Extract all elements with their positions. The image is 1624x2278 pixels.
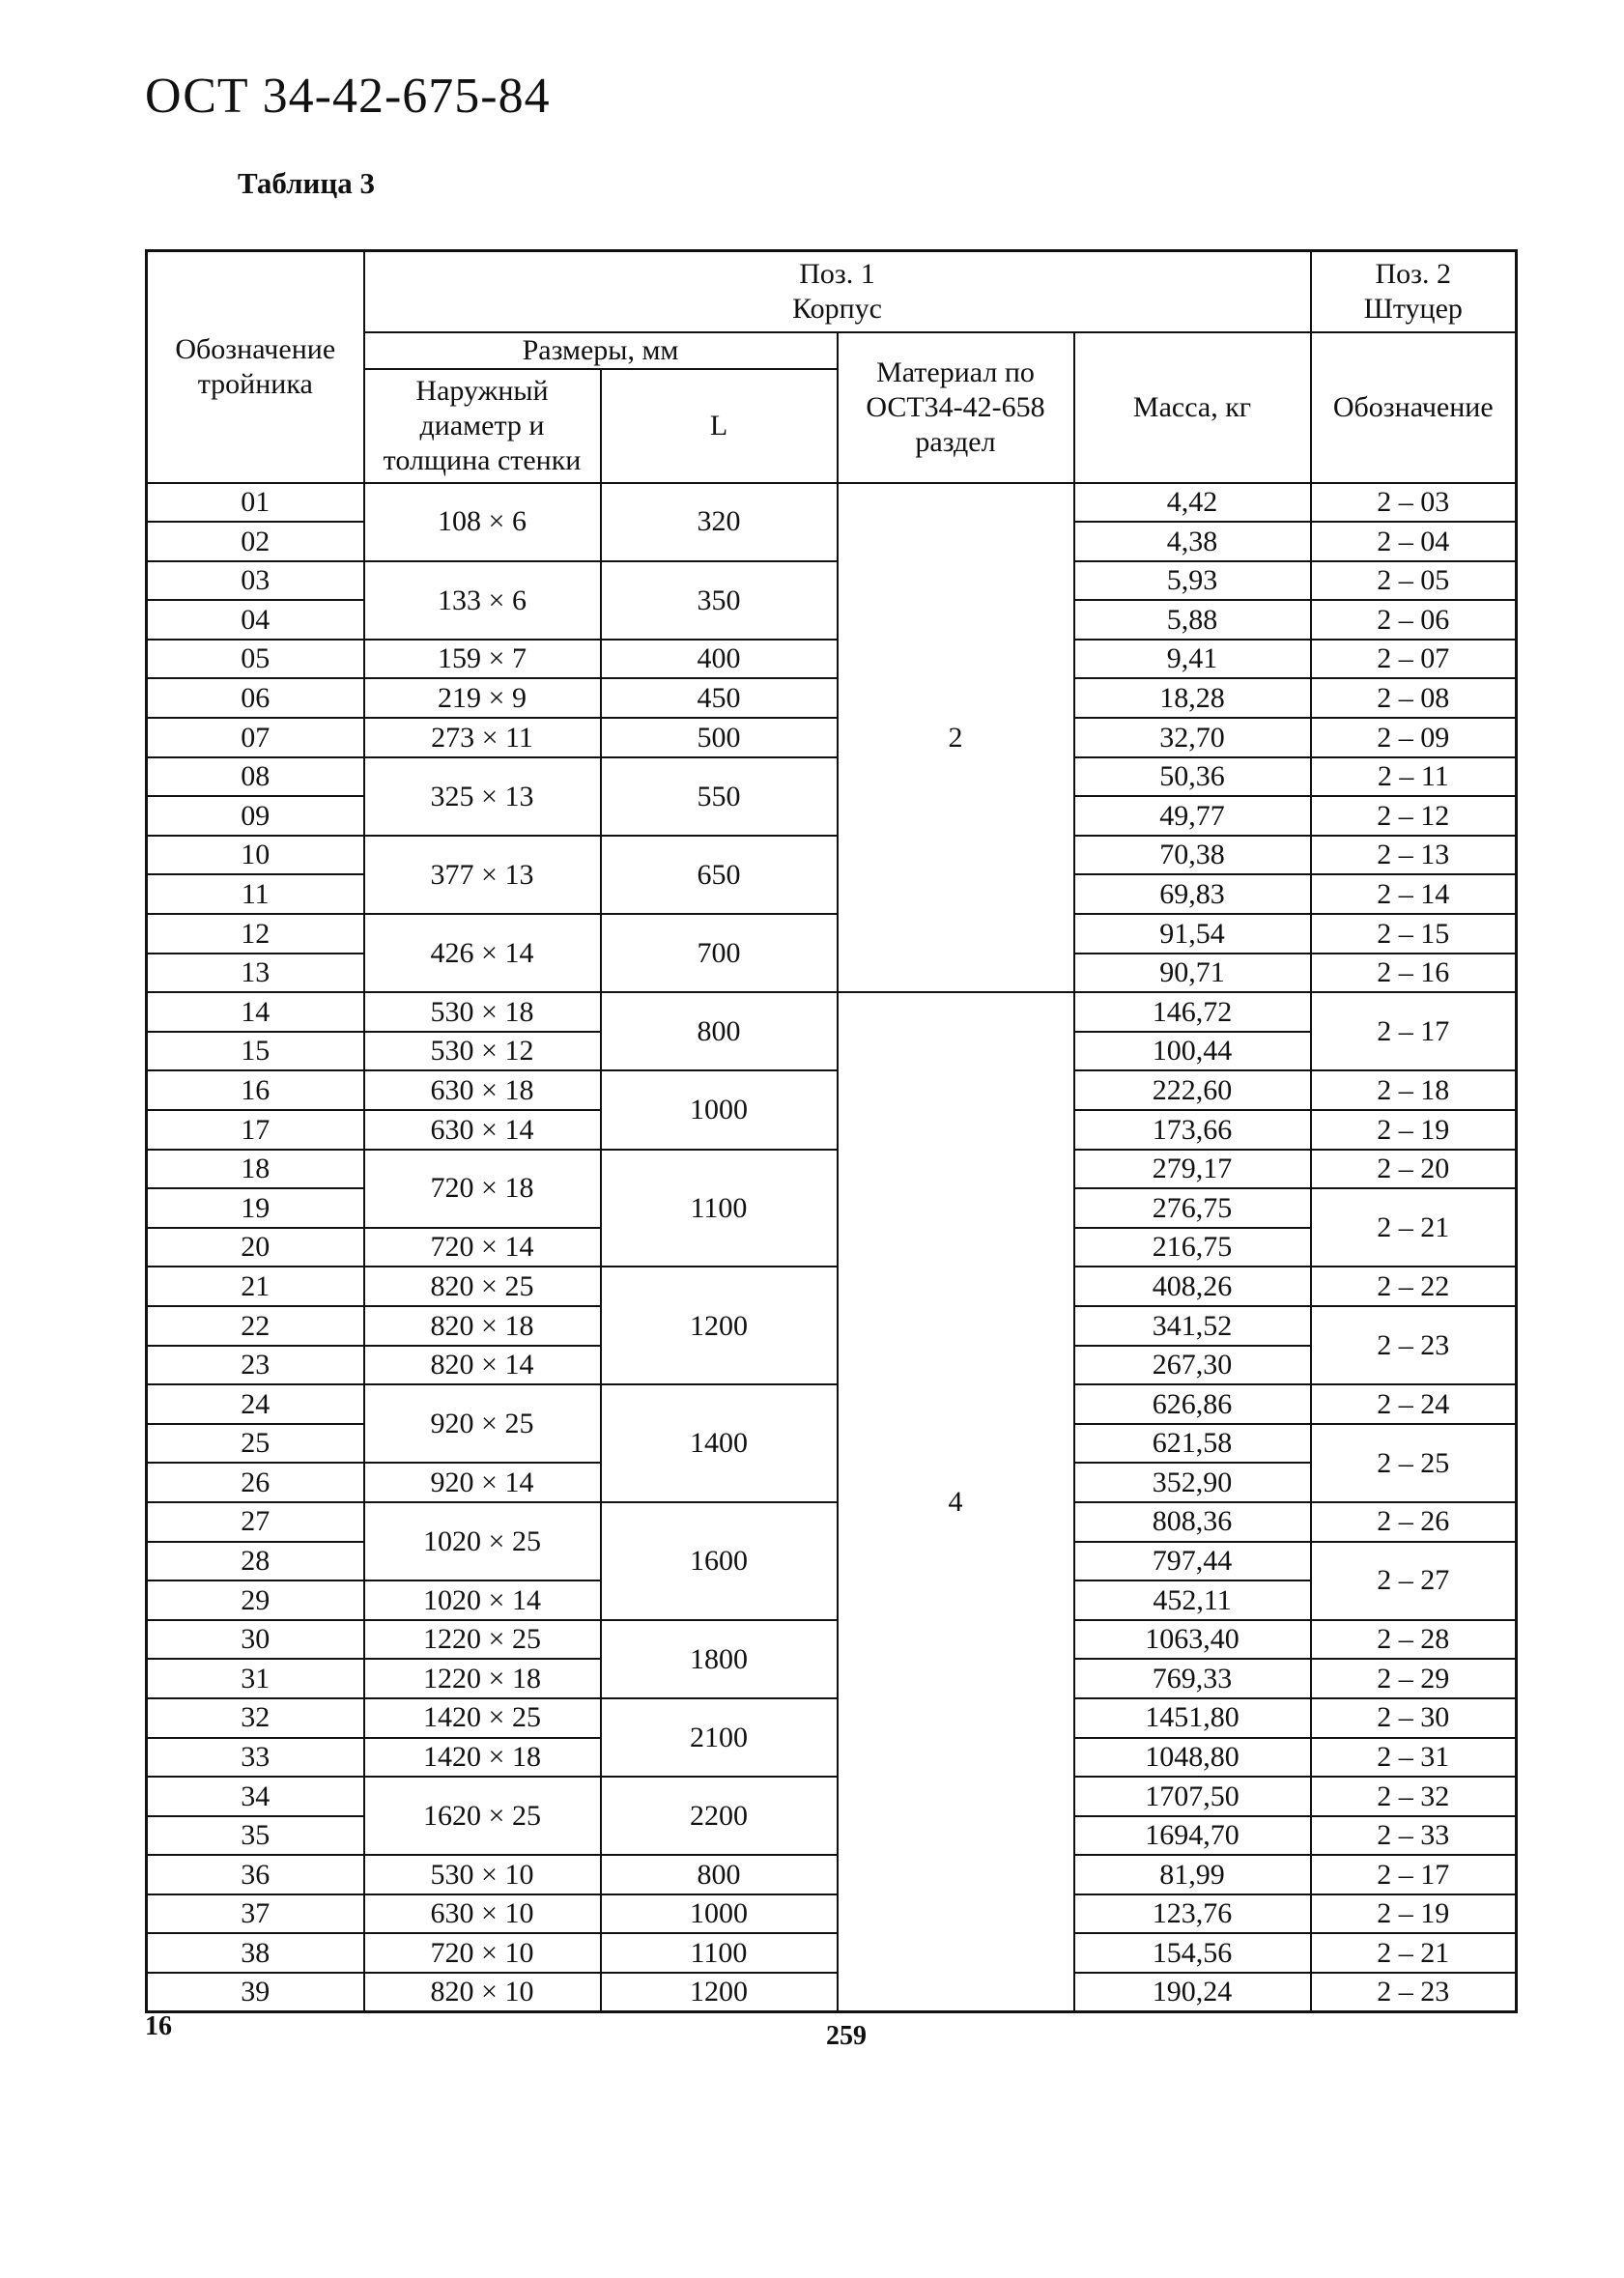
length-cell: 1100 xyxy=(601,1933,838,1973)
mass-cell: 222,60 xyxy=(1074,1070,1311,1110)
table-row xyxy=(147,1267,1517,1306)
header-pos2-title: Штуцер xyxy=(1363,292,1463,325)
designation-cell: 36 xyxy=(147,1855,364,1894)
mass-cell: 797,44 xyxy=(1074,1542,1311,1581)
header-pos1 xyxy=(364,251,1311,332)
fitting-designation-cell: 2 – 28 xyxy=(1311,1620,1517,1660)
mass-cell: 279,17 xyxy=(1074,1150,1311,1189)
fitting-designation-cell: 2 – 30 xyxy=(1311,1698,1517,1738)
fitting-designation-cell: 2 – 32 xyxy=(1311,1777,1517,1816)
fitting-designation-cell: 2 – 14 xyxy=(1311,874,1517,914)
length-cell: 700 xyxy=(601,914,838,992)
header-material: Материал по ОСТ34-42-658 раздел xyxy=(838,332,1074,483)
length-cell: 350 xyxy=(601,561,838,640)
fitting-designation-cell: 2 – 18 xyxy=(1311,1070,1517,1110)
length-cell: 800 xyxy=(601,992,838,1070)
header-dimensions: Размеры, мм xyxy=(364,332,838,369)
header-pos2 xyxy=(1311,251,1517,332)
length-cell: 500 xyxy=(601,718,838,757)
header-pos2-number: Поз. 2 xyxy=(1375,257,1452,290)
outer-diameter-cell: 720 × 18 xyxy=(364,1150,601,1228)
table-row xyxy=(147,561,1517,601)
fitting-designation-cell: 2 – 31 xyxy=(1311,1738,1517,1778)
length-cell: 2100 xyxy=(601,1698,838,1777)
designation-cell: 18 xyxy=(147,1150,364,1189)
table-row xyxy=(147,1070,1517,1110)
fitting-designation-cell: 2 – 33 xyxy=(1311,1816,1517,1856)
mass-cell: 100,44 xyxy=(1074,1032,1311,1071)
table-row xyxy=(147,1620,1517,1660)
length-cell: 320 xyxy=(601,483,838,561)
table-row xyxy=(147,1777,1517,1816)
header-outer-diameter: Наружный диаметр и толщина стенки xyxy=(364,369,601,483)
mass-cell: 90,71 xyxy=(1074,954,1311,993)
tee-specification-table xyxy=(145,249,1518,2013)
table-row xyxy=(147,1855,1517,1894)
designation-cell: 12 xyxy=(147,914,364,954)
outer-diameter-cell: 820 × 25 xyxy=(364,1267,601,1306)
table-row xyxy=(147,678,1517,718)
outer-diameter-cell: 273 × 11 xyxy=(364,718,601,757)
outer-diameter-cell: 1220 × 18 xyxy=(364,1659,601,1698)
designation-cell: 11 xyxy=(147,874,364,914)
designation-cell: 29 xyxy=(147,1580,364,1620)
length-cell: 2200 xyxy=(601,1777,838,1855)
outer-diameter-cell: 720 × 14 xyxy=(364,1228,601,1267)
designation-cell: 22 xyxy=(147,1306,364,1346)
designation-cell: 24 xyxy=(147,1384,364,1424)
mass-cell: 769,33 xyxy=(1074,1659,1311,1698)
mass-cell: 18,28 xyxy=(1074,678,1311,718)
fitting-designation-cell: 2 – 19 xyxy=(1311,1894,1517,1934)
outer-diameter-cell: 1220 × 25 xyxy=(364,1620,601,1660)
outer-diameter-cell: 108 × 6 xyxy=(364,483,601,561)
fitting-designation-cell: 2 – 24 xyxy=(1311,1384,1517,1424)
outer-diameter-cell: 219 × 9 xyxy=(364,678,601,718)
fitting-designation-cell: 2 – 07 xyxy=(1311,640,1517,679)
designation-cell: 38 xyxy=(147,1933,364,1973)
length-cell: 550 xyxy=(601,757,838,836)
outer-diameter-cell: 426 × 14 xyxy=(364,914,601,992)
mass-cell: 32,70 xyxy=(1074,718,1311,757)
fitting-designation-cell: 2 – 29 xyxy=(1311,1659,1517,1698)
mass-cell: 352,90 xyxy=(1074,1463,1311,1502)
outer-diameter-cell: 820 × 14 xyxy=(364,1346,601,1385)
mass-cell: 50,36 xyxy=(1074,757,1311,797)
outer-diameter-cell: 1020 × 25 xyxy=(364,1502,601,1580)
fitting-designation-cell: 2 – 17 xyxy=(1311,992,1517,1070)
fitting-designation-cell: 2 – 11 xyxy=(1311,757,1517,797)
outer-diameter-cell: 920 × 25 xyxy=(364,1384,601,1463)
table-row xyxy=(147,718,1517,757)
fitting-designation-cell: 2 – 23 xyxy=(1311,1306,1517,1384)
table-row xyxy=(147,1894,1517,1934)
designation-cell: 26 xyxy=(147,1463,364,1502)
fitting-designation-cell: 2 – 25 xyxy=(1311,1424,1517,1502)
outer-diameter-cell: 1420 × 25 xyxy=(364,1698,601,1738)
mass-cell: 69,83 xyxy=(1074,874,1311,914)
material-cell: 2 xyxy=(838,483,1074,993)
outer-diameter-cell: 325 × 13 xyxy=(364,757,601,836)
fitting-designation-cell: 2 – 19 xyxy=(1311,1110,1517,1150)
outer-diameter-cell: 1620 × 25 xyxy=(364,1777,601,1855)
length-cell: 450 xyxy=(601,678,838,718)
header-mass: Масса, кг xyxy=(1074,332,1311,483)
designation-cell: 39 xyxy=(147,1973,364,2012)
designation-cell: 23 xyxy=(147,1346,364,1385)
designation-cell: 07 xyxy=(147,718,364,757)
designation-cell: 37 xyxy=(147,1894,364,1934)
designation-cell: 27 xyxy=(147,1502,364,1542)
length-cell: 1400 xyxy=(601,1384,838,1502)
mass-cell: 146,72 xyxy=(1074,992,1311,1032)
header-fitting-designation: Обозначение xyxy=(1311,332,1517,483)
table-row xyxy=(147,914,1517,954)
fitting-designation-cell: 2 – 09 xyxy=(1311,718,1517,757)
designation-cell: 05 xyxy=(147,640,364,679)
table-caption: Таблица 3 xyxy=(238,166,375,200)
table-row xyxy=(147,836,1517,875)
length-cell: 400 xyxy=(601,640,838,679)
mass-cell: 276,75 xyxy=(1074,1188,1311,1228)
mass-cell: 91,54 xyxy=(1074,914,1311,954)
outer-diameter-cell: 530 × 10 xyxy=(364,1855,601,1894)
designation-cell: 30 xyxy=(147,1620,364,1660)
designation-cell: 16 xyxy=(147,1070,364,1110)
fitting-designation-cell: 2 – 06 xyxy=(1311,600,1517,640)
length-cell: 1000 xyxy=(601,1894,838,1934)
designation-cell: 20 xyxy=(147,1228,364,1267)
page-number-center: 259 xyxy=(826,2021,867,2051)
mass-cell: 81,99 xyxy=(1074,1855,1311,1894)
length-cell: 650 xyxy=(601,836,838,914)
mass-cell: 408,26 xyxy=(1074,1267,1311,1306)
length-cell: 1800 xyxy=(601,1620,838,1698)
outer-diameter-cell: 133 × 6 xyxy=(364,561,601,640)
designation-cell: 04 xyxy=(147,600,364,640)
designation-cell: 33 xyxy=(147,1738,364,1778)
fitting-designation-cell: 2 – 22 xyxy=(1311,1267,1517,1306)
mass-cell: 1694,70 xyxy=(1074,1816,1311,1856)
outer-diameter-cell: 720 × 10 xyxy=(364,1933,601,1973)
designation-cell: 08 xyxy=(147,757,364,797)
fitting-designation-cell: 2 – 26 xyxy=(1311,1502,1517,1542)
length-cell: 1000 xyxy=(601,1070,838,1149)
designation-cell: 10 xyxy=(147,836,364,875)
designation-cell: 14 xyxy=(147,992,364,1032)
designation-cell: 06 xyxy=(147,678,364,718)
designation-cell: 09 xyxy=(147,796,364,836)
outer-diameter-cell: 1020 × 14 xyxy=(364,1580,601,1620)
header-designation: Обозначение тройника xyxy=(147,251,364,483)
outer-diameter-cell: 920 × 14 xyxy=(364,1463,601,1502)
header-length: L xyxy=(601,369,838,483)
fitting-designation-cell: 2 – 15 xyxy=(1311,914,1517,954)
outer-diameter-cell: 630 × 10 xyxy=(364,1894,601,1934)
fitting-designation-cell: 2 – 16 xyxy=(1311,954,1517,993)
designation-cell: 01 xyxy=(147,483,364,523)
mass-cell: 70,38 xyxy=(1074,836,1311,875)
length-cell: 1200 xyxy=(601,1973,838,2012)
mass-cell: 216,75 xyxy=(1074,1228,1311,1267)
designation-cell: 35 xyxy=(147,1816,364,1856)
designation-cell: 32 xyxy=(147,1698,364,1738)
mass-cell: 267,30 xyxy=(1074,1346,1311,1385)
fitting-designation-cell: 2 – 21 xyxy=(1311,1188,1517,1267)
designation-cell: 17 xyxy=(147,1110,364,1150)
mass-cell: 5,93 xyxy=(1074,561,1311,601)
fitting-designation-cell: 2 – 03 xyxy=(1311,483,1517,523)
outer-diameter-cell: 1420 × 18 xyxy=(364,1738,601,1778)
outer-diameter-cell: 820 × 10 xyxy=(364,1973,601,2012)
fitting-designation-cell: 2 – 05 xyxy=(1311,561,1517,601)
outer-diameter-cell: 530 × 12 xyxy=(364,1032,601,1071)
fitting-designation-cell: 2 – 04 xyxy=(1311,522,1517,561)
designation-cell: 31 xyxy=(147,1659,364,1698)
mass-cell: 5,88 xyxy=(1074,600,1311,640)
table-row xyxy=(147,1502,1517,1542)
mass-cell: 49,77 xyxy=(1074,796,1311,836)
outer-diameter-cell: 159 × 7 xyxy=(364,640,601,679)
mass-cell: 190,24 xyxy=(1074,1973,1311,2012)
table-row xyxy=(147,1973,1517,2012)
designation-cell: 02 xyxy=(147,522,364,561)
outer-diameter-cell: 530 × 18 xyxy=(364,992,601,1032)
outer-diameter-cell: 377 × 13 xyxy=(364,836,601,914)
designation-cell: 25 xyxy=(147,1424,364,1464)
mass-cell: 1048,80 xyxy=(1074,1738,1311,1778)
designation-cell: 03 xyxy=(147,561,364,601)
outer-diameter-cell: 820 × 18 xyxy=(364,1306,601,1346)
designation-cell: 21 xyxy=(147,1267,364,1306)
mass-cell: 452,11 xyxy=(1074,1580,1311,1620)
document-code: ОСТ 34-42-675-84 xyxy=(145,69,551,124)
table-row xyxy=(147,1384,1517,1424)
designation-cell: 28 xyxy=(147,1542,364,1581)
mass-cell: 9,41 xyxy=(1074,640,1311,679)
length-cell: 1600 xyxy=(601,1502,838,1620)
length-cell: 800 xyxy=(601,1855,838,1894)
mass-cell: 173,66 xyxy=(1074,1110,1311,1150)
page-number-left: 16 xyxy=(145,2011,172,2041)
fitting-designation-cell: 2 – 17 xyxy=(1311,1855,1517,1894)
table-row xyxy=(147,1150,1517,1189)
designation-cell: 19 xyxy=(147,1188,364,1228)
mass-cell: 808,36 xyxy=(1074,1502,1311,1542)
designation-cell: 13 xyxy=(147,954,364,993)
length-cell: 1200 xyxy=(601,1267,838,1384)
fitting-designation-cell: 2 – 08 xyxy=(1311,678,1517,718)
length-cell: 1100 xyxy=(601,1150,838,1267)
table-row xyxy=(147,992,1517,1032)
table-row xyxy=(147,483,1517,523)
outer-diameter-cell: 630 × 18 xyxy=(364,1070,601,1110)
mass-cell: 626,86 xyxy=(1074,1384,1311,1424)
mass-cell: 4,42 xyxy=(1074,483,1311,523)
header-pos1-title: Корпус xyxy=(792,292,882,325)
mass-cell: 341,52 xyxy=(1074,1306,1311,1346)
mass-cell: 1451,80 xyxy=(1074,1698,1311,1738)
material-cell: 4 xyxy=(838,992,1074,2011)
table-row xyxy=(147,1698,1517,1738)
mass-cell: 621,58 xyxy=(1074,1424,1311,1464)
table-row xyxy=(147,1933,1517,1973)
mass-cell: 123,76 xyxy=(1074,1894,1311,1934)
fitting-designation-cell: 2 – 21 xyxy=(1311,1933,1517,1973)
fitting-designation-cell: 2 – 13 xyxy=(1311,836,1517,875)
mass-cell: 1063,40 xyxy=(1074,1620,1311,1660)
mass-cell: 1707,50 xyxy=(1074,1777,1311,1816)
header-pos1-number: Поз. 1 xyxy=(799,257,875,290)
designation-cell: 15 xyxy=(147,1032,364,1071)
fitting-designation-cell: 2 – 20 xyxy=(1311,1150,1517,1189)
fitting-designation-cell: 2 – 12 xyxy=(1311,796,1517,836)
table-row xyxy=(147,757,1517,797)
table-body xyxy=(147,483,1517,2012)
fitting-designation-cell: 2 – 23 xyxy=(1311,1973,1517,2012)
mass-cell: 4,38 xyxy=(1074,522,1311,561)
mass-cell: 154,56 xyxy=(1074,1933,1311,1973)
fitting-designation-cell: 2 – 27 xyxy=(1311,1542,1517,1620)
table-row xyxy=(147,640,1517,679)
outer-diameter-cell: 630 × 14 xyxy=(364,1110,601,1150)
designation-cell: 34 xyxy=(147,1777,364,1816)
